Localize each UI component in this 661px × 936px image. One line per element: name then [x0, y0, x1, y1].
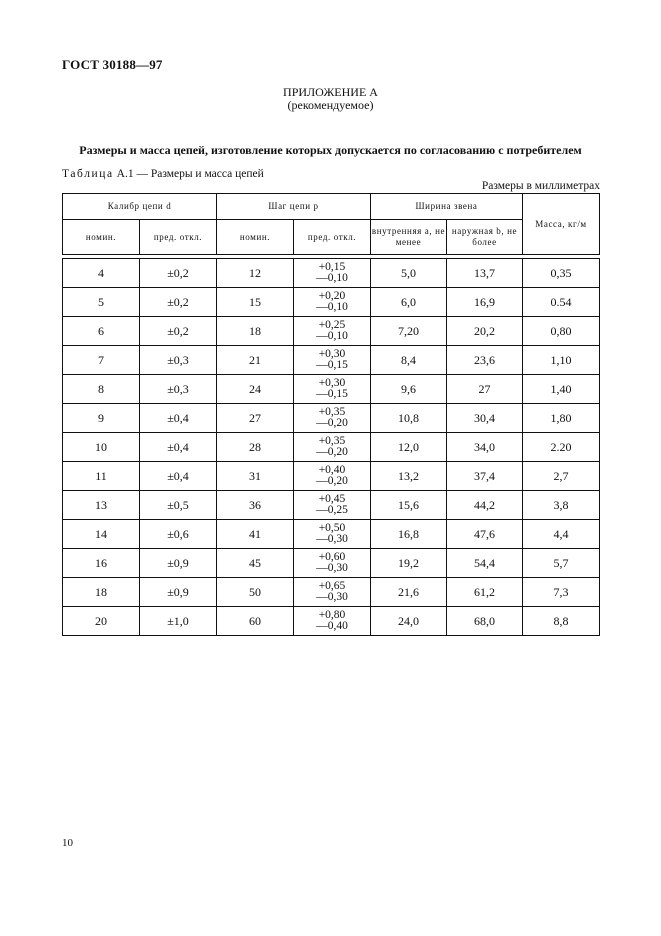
pitch-tolerance-upper: +0,80 [318, 608, 346, 621]
header-pitch-tolerance: пред. откл. [294, 220, 371, 255]
pitch-tolerance-lower: —0,10 [316, 271, 348, 284]
pitch-tolerance-upper: +0,30 [318, 376, 346, 389]
table-row [63, 462, 600, 491]
pitch-tolerance-upper: +0,15 [318, 260, 346, 273]
table-row [63, 346, 600, 375]
cell-width-outer: 16,9 [447, 288, 523, 317]
cell-mass: 1,80 [523, 404, 600, 433]
cell-width-outer: 20,2 [447, 317, 523, 346]
cell-caliber-tolerance: ±1,0 [140, 607, 217, 636]
cell-caliber-nominal: 10 [63, 433, 140, 462]
pitch-tolerance-lower: —0,30 [316, 561, 348, 574]
cell-caliber-tolerance: ±0,4 [140, 462, 217, 491]
pitch-tolerance-lower: —0,25 [316, 503, 348, 516]
cell-caliber-tolerance: ±0,2 [140, 259, 217, 288]
cell-pitch-nominal: 12 [217, 259, 294, 288]
cell-mass: 2.20 [523, 433, 600, 462]
pitch-tolerance-lower: —0,10 [316, 300, 348, 313]
table-body [63, 259, 600, 636]
cell-caliber-nominal: 14 [63, 520, 140, 549]
cell-caliber-nominal: 8 [63, 375, 140, 404]
pitch-tolerance-lower: —0,40 [316, 619, 348, 632]
pitch-tolerance-lower: —0,20 [316, 474, 348, 487]
cell-width-outer: 54,4 [447, 549, 523, 578]
table-row [63, 433, 600, 462]
cell-mass: 5,7 [523, 549, 600, 578]
cell-pitch-tolerance [294, 375, 371, 404]
table-row [63, 259, 600, 288]
cell-pitch-tolerance [294, 404, 371, 433]
pitch-tolerance-upper: +0,30 [318, 347, 346, 360]
header-caliber: Калибр цепи d [63, 194, 217, 220]
cell-pitch-nominal: 36 [217, 491, 294, 520]
cell-width-outer: 23,6 [447, 346, 523, 375]
cell-pitch-nominal: 21 [217, 346, 294, 375]
table-row [63, 491, 600, 520]
cell-pitch-tolerance [294, 317, 371, 346]
header-width: Ширина звена [371, 194, 523, 220]
pitch-tolerance-upper: +0,45 [318, 492, 346, 505]
cell-pitch-nominal: 15 [217, 288, 294, 317]
cell-width-inner: 10,8 [371, 404, 447, 433]
appendix-subtitle: (рекомендуемое) [287, 98, 374, 112]
cell-mass: 7,3 [523, 578, 600, 607]
table-row [63, 288, 600, 317]
cell-caliber-tolerance: ±0,2 [140, 288, 217, 317]
cell-pitch-nominal: 45 [217, 549, 294, 578]
pitch-tolerance-upper: +0,40 [318, 463, 346, 476]
cell-mass: 1,40 [523, 375, 600, 404]
cell-mass: 2,7 [523, 462, 600, 491]
cell-mass: 0,35 [523, 259, 600, 288]
cell-caliber-nominal: 18 [63, 578, 140, 607]
table-row [63, 578, 600, 607]
cell-width-outer: 27 [447, 375, 523, 404]
cell-caliber-tolerance: ±0,9 [140, 549, 217, 578]
cell-mass: 8,8 [523, 607, 600, 636]
pitch-tolerance-upper: +0,50 [318, 521, 346, 534]
cell-width-inner: 8,4 [371, 346, 447, 375]
header-pitch-nominal: номин. [217, 220, 294, 255]
cell-pitch-nominal: 60 [217, 607, 294, 636]
cell-caliber-nominal: 5 [63, 288, 140, 317]
cell-pitch-nominal: 18 [217, 317, 294, 346]
table-row [63, 375, 600, 404]
cell-pitch-tolerance [294, 433, 371, 462]
cell-width-outer: 47,6 [447, 520, 523, 549]
cell-caliber-tolerance: ±0,9 [140, 578, 217, 607]
cell-pitch-nominal: 27 [217, 404, 294, 433]
cell-caliber-nominal: 4 [63, 259, 140, 288]
table-row [63, 404, 600, 433]
cell-pitch-tolerance [294, 462, 371, 491]
cell-caliber-nominal: 20 [63, 607, 140, 636]
cell-pitch-tolerance [294, 346, 371, 375]
cell-pitch-nominal: 24 [217, 375, 294, 404]
cell-mass: 3,8 [523, 491, 600, 520]
header-width-inner: внутренняя a, не менее [371, 220, 447, 255]
pitch-tolerance-lower: —0,20 [316, 445, 348, 458]
cell-pitch-tolerance [294, 288, 371, 317]
cell-width-outer: 37,4 [447, 462, 523, 491]
page-number: 10 [62, 837, 73, 849]
cell-width-inner: 24,0 [371, 607, 447, 636]
cell-caliber-nominal: 13 [63, 491, 140, 520]
cell-caliber-tolerance: ±0,2 [140, 317, 217, 346]
pitch-tolerance-lower: —0,15 [316, 358, 348, 371]
pitch-tolerance-upper: +0,35 [318, 434, 346, 447]
cell-caliber-tolerance: ±0,3 [140, 346, 217, 375]
cell-mass: 4,4 [523, 520, 600, 549]
section-heading: Размеры и масса цепей, изготовление которых допускается по согласованию с потребителем [79, 143, 582, 157]
table-row [63, 317, 600, 346]
pitch-tolerance-upper: +0,60 [318, 550, 346, 563]
cell-caliber-tolerance: ±0,4 [140, 404, 217, 433]
cell-caliber-nominal: 16 [63, 549, 140, 578]
pitch-tolerance-upper: +0,25 [318, 318, 346, 331]
cell-pitch-tolerance [294, 491, 371, 520]
pitch-tolerance-lower: —0,10 [316, 329, 348, 342]
cell-caliber-nominal: 9 [63, 404, 140, 433]
pitch-tolerance-lower: —0,20 [316, 416, 348, 429]
header-width-outer: наружная b, не более [447, 220, 523, 255]
cell-pitch-tolerance [294, 578, 371, 607]
header-pitch: Шаг цепи p [217, 194, 371, 220]
cell-pitch-tolerance [294, 549, 371, 578]
cell-width-outer: 34,0 [447, 433, 523, 462]
cell-caliber-tolerance: ±0,6 [140, 520, 217, 549]
pitch-tolerance-upper: +0,35 [318, 405, 346, 418]
cell-width-outer: 30,4 [447, 404, 523, 433]
cell-mass: 0,80 [523, 317, 600, 346]
table-row [63, 520, 600, 549]
table-caption-text: А.1 — Размеры и масса цепей [113, 168, 264, 180]
cell-width-inner: 6,0 [371, 288, 447, 317]
header-mass: Масса, кг/м [523, 194, 600, 255]
units-note: Размеры в миллиметрах [481, 180, 600, 192]
chain-dimensions-table [62, 193, 600, 636]
document-header: ГОСТ 30188—97 [62, 57, 163, 72]
table-caption [62, 168, 264, 180]
cell-width-inner: 7,20 [371, 317, 447, 346]
table-row [63, 549, 600, 578]
cell-pitch-nominal: 50 [217, 578, 294, 607]
cell-pitch-nominal: 41 [217, 520, 294, 549]
pitch-tolerance-lower: —0,15 [316, 387, 348, 400]
cell-caliber-nominal: 7 [63, 346, 140, 375]
pitch-tolerance-upper: +0,65 [318, 579, 346, 592]
cell-width-inner: 15,6 [371, 491, 447, 520]
appendix-title: ПРИЛОЖЕНИЕ А [283, 85, 378, 99]
cell-caliber-tolerance: ±0,5 [140, 491, 217, 520]
cell-width-inner: 12,0 [371, 433, 447, 462]
cell-pitch-tolerance [294, 259, 371, 288]
pitch-tolerance-upper: +0,20 [318, 289, 346, 302]
cell-caliber-nominal: 6 [63, 317, 140, 346]
cell-width-inner: 5,0 [371, 259, 447, 288]
pitch-tolerance-lower: —0,30 [316, 590, 348, 603]
cell-caliber-nominal: 11 [63, 462, 140, 491]
cell-pitch-nominal: 28 [217, 433, 294, 462]
cell-width-outer: 68,0 [447, 607, 523, 636]
cell-width-outer: 61,2 [447, 578, 523, 607]
cell-mass: 1,10 [523, 346, 600, 375]
pitch-tolerance-lower: —0,30 [316, 532, 348, 545]
cell-pitch-tolerance [294, 520, 371, 549]
cell-pitch-nominal: 31 [217, 462, 294, 491]
cell-pitch-tolerance [294, 607, 371, 636]
table-row [63, 607, 600, 636]
cell-caliber-tolerance: ±0,3 [140, 375, 217, 404]
cell-width-inner: 21,6 [371, 578, 447, 607]
cell-width-inner: 16,8 [371, 520, 447, 549]
cell-width-inner: 19,2 [371, 549, 447, 578]
appendix-block [0, 86, 661, 112]
header-caliber-tolerance: пред. откл. [140, 220, 217, 255]
cell-width-inner: 13,2 [371, 462, 447, 491]
cell-width-outer: 44,2 [447, 491, 523, 520]
cell-width-inner: 9,6 [371, 375, 447, 404]
cell-caliber-tolerance: ±0,4 [140, 433, 217, 462]
cell-width-outer: 13,7 [447, 259, 523, 288]
cell-mass: 0.54 [523, 288, 600, 317]
header-caliber-nominal: номин. [63, 220, 140, 255]
table-caption-prefix: Таблица [62, 168, 114, 180]
